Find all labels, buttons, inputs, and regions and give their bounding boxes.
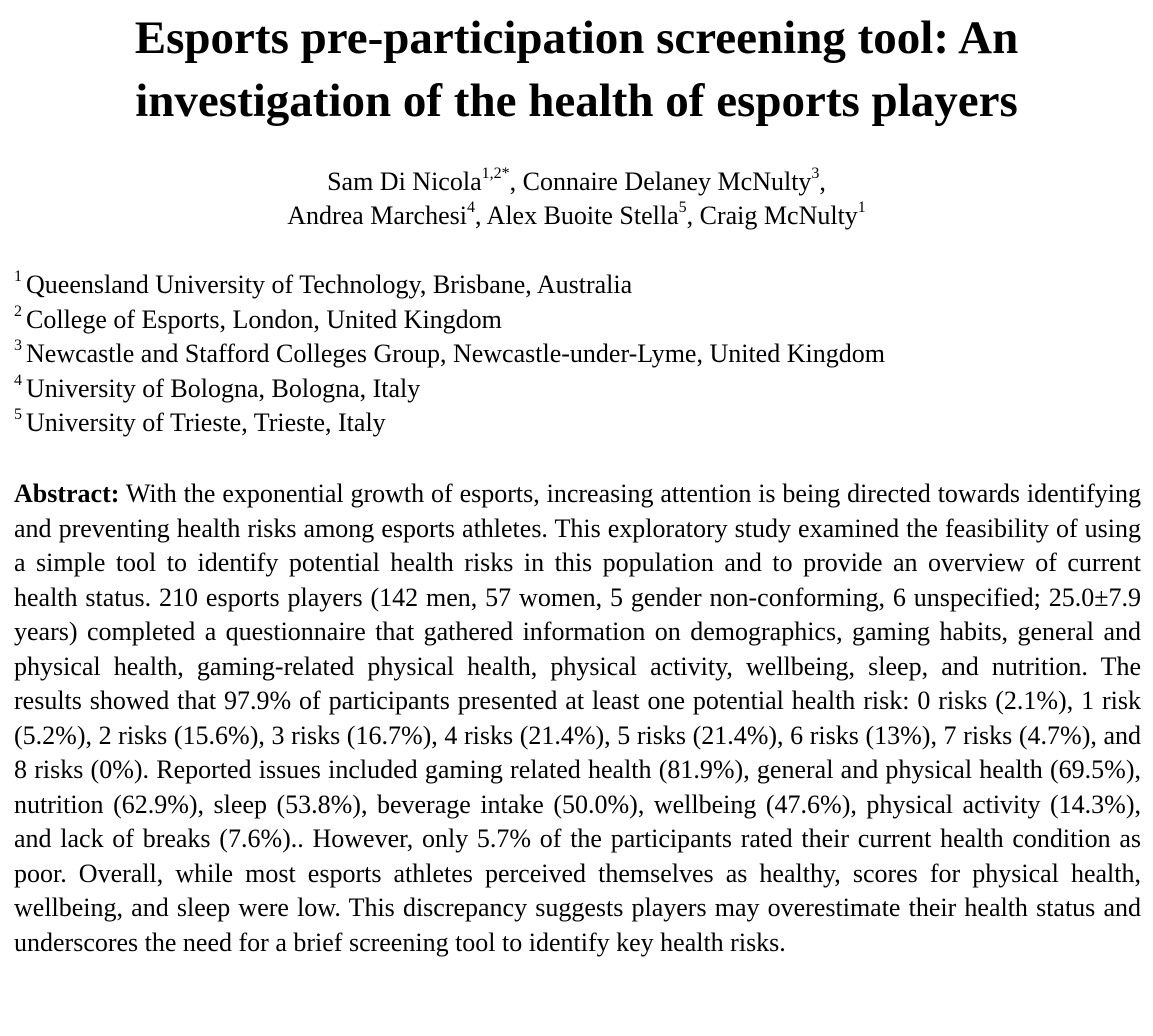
author-name: Andrea Marchesi	[287, 201, 467, 230]
abstract-body: With the exponential growth of esports, increasing attention is being directed towards identifying and preventing health risks among esports athletes. This exploratory study examined the feasibility of using a simple tool to identify potential health risks in this population and to provide an overview of current health status. 210 esports players (142 men, 57 women, 5 gender non-conforming, 6 unspecified; 25.0±7.9 years) completed a questionnaire that gathered information on demographics, gaming habits, general and physical health, gaming-related physical health, physical activity, wellbeing, sleep, and nutrition. The results showed that 97.9% of participants presented at least one potential health risk: 0 risks (2.1%), 1 risk (5.2%), 2 risks (15.6%), 3 risks (16.7%), 4 risks (21.4%), 5 risks (21.4%), 6 risks (13%), 7 risks (4.7%), and 8 risks (0%). Reported issues included gaming related health (81.9%), general and physical health (69.5%), nutrition (62.9%), sleep (53.8%), beverage intake (50.0%), wellbeing (47.6%), physical activity (14.3%), and lack of breaks (7.6%).. However, only 5.7% of the participants rated their current health condition as poor. Overall, while most esports athletes perceived themselves as healthy, scores for physical health, wellbeing, and sleep were low. This discrepancy suggests players may overestimate their health status and underscores the need for a brief screening tool to identify key health risks.	[14, 479, 1141, 957]
affiliation-number: 4	[14, 371, 22, 389]
affiliation-number: 2	[14, 302, 22, 320]
author-name: Alex Buoite Stella	[486, 201, 679, 230]
affiliation-number: 3	[14, 337, 22, 355]
author-name: Connaire Delaney McNulty	[522, 167, 812, 196]
affiliation-text: Queensland University of Technology, Brisbane, Australia	[26, 270, 633, 299]
affiliation-text: University of Bologna, Bologna, Italy	[26, 373, 421, 403]
author-affiliation-marker: 4	[466, 199, 475, 217]
author-separator: ,	[509, 167, 523, 196]
abstract-paragraph	[14, 477, 1141, 960]
author-name: Sam Di Nicola	[327, 167, 482, 196]
affiliation-item	[14, 303, 1144, 338]
author-name: Craig McNulty	[699, 201, 858, 230]
affiliation-number: 5	[14, 406, 22, 424]
affiliation-list	[14, 268, 1144, 441]
affiliation-text: Newcastle and Stafford Colleges Group, Newcastle-under-Lyme, United Kingdom	[26, 339, 885, 368]
affiliation-item	[14, 337, 1144, 372]
affiliation-item	[14, 406, 1144, 441]
author-affiliation-marker: 1	[857, 199, 866, 217]
author-affiliation-marker: 3	[811, 165, 820, 183]
author-line-2	[0, 199, 1153, 233]
affiliation-text: University of Trieste, Trieste, Italy	[26, 408, 386, 437]
author-separator: ,	[686, 201, 700, 230]
author-separator: ,	[474, 201, 487, 230]
abstract-label: Abstract:	[14, 479, 120, 508]
title-line-1: Esports pre-participation screening tool: An	[134, 12, 1019, 64]
author-affiliation-marker: 1,2*	[481, 165, 510, 183]
author-affiliation-marker: 5	[678, 199, 687, 217]
affiliation-number: 1	[14, 268, 22, 286]
author-separator: ,	[819, 167, 826, 196]
affiliation-item	[14, 372, 1144, 407]
paper-title	[0, 7, 1153, 133]
affiliation-text: College of Esports, London, United Kingdom	[26, 304, 502, 334]
author-line-1	[0, 165, 1153, 199]
affiliation-item	[14, 268, 1144, 303]
author-list	[0, 165, 1153, 233]
title-line-2: investigation of the health of esports players	[135, 75, 1018, 127]
